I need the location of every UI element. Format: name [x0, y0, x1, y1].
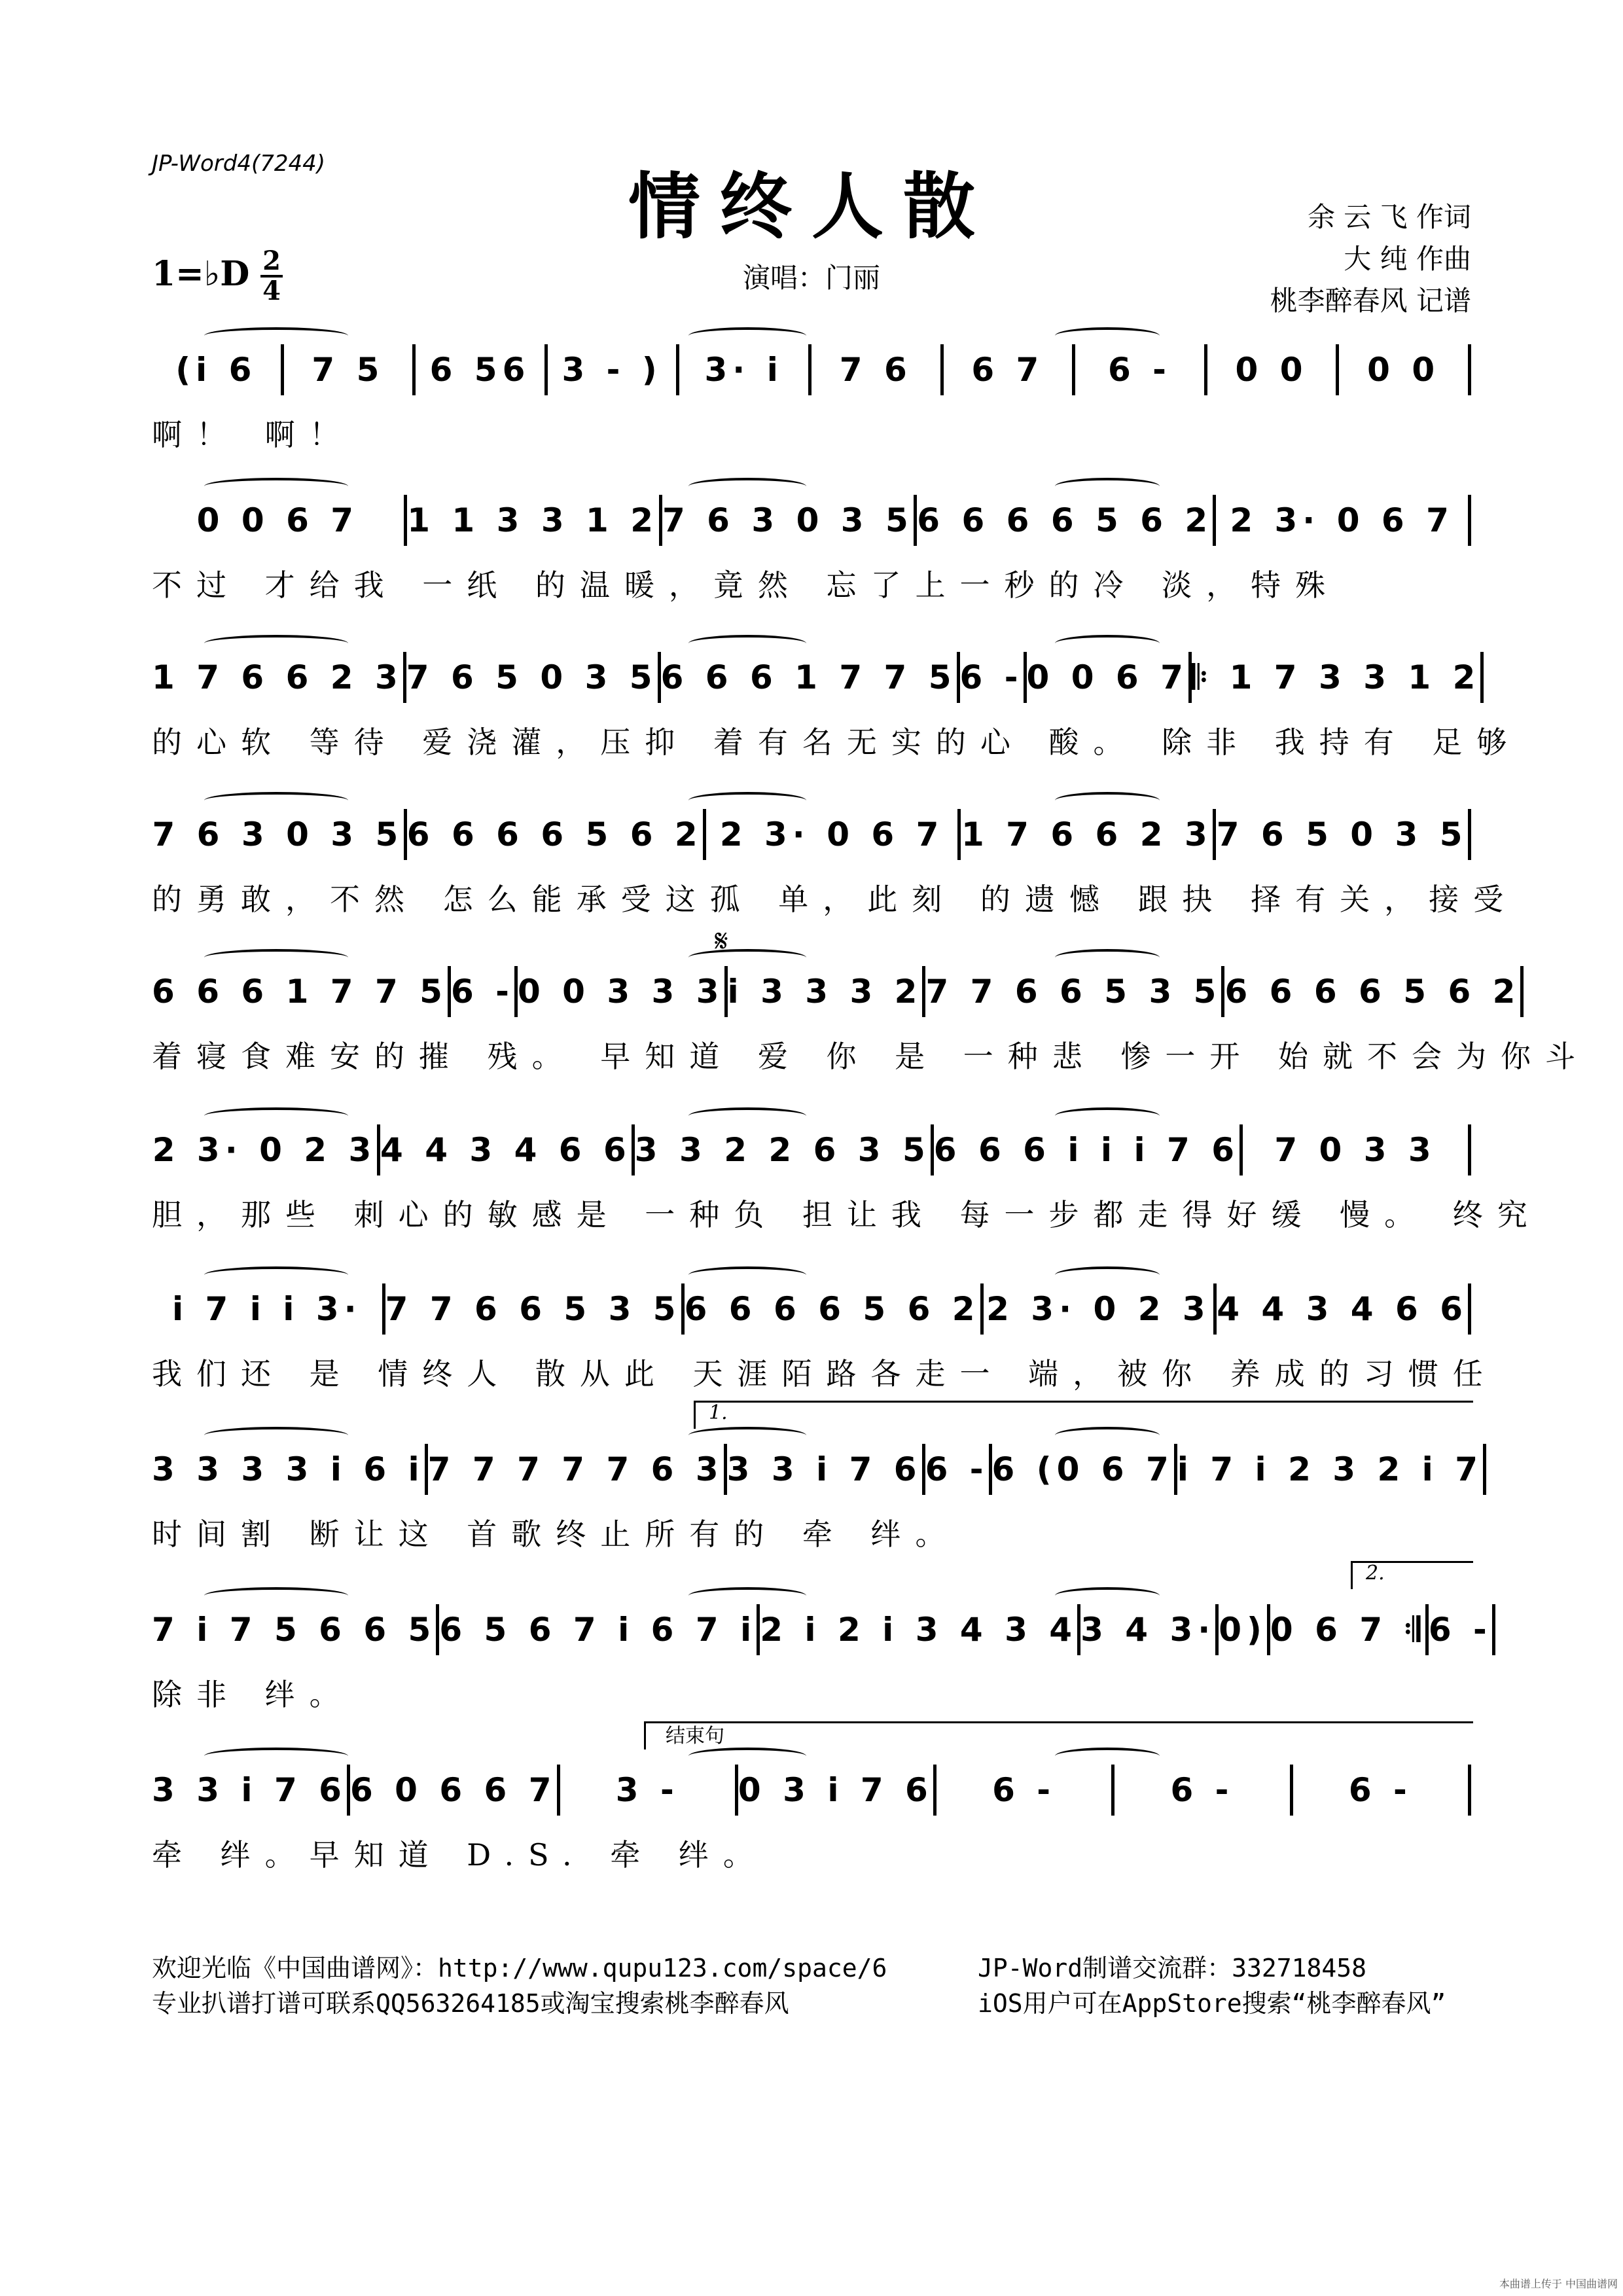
- lyrics-line: 牵 绊。早知道 D.S. 牵 绊。: [152, 1837, 768, 1873]
- measure: 6 -: [1428, 1611, 1492, 1649]
- footer-ios-line: iOS用户可在AppStore搜索“桃李醉春风”: [978, 1989, 1446, 2018]
- measure: 7 6 3 0 3 5: [662, 501, 914, 539]
- tie-slur: [1055, 1427, 1160, 1444]
- composer-credit: 大 纯 作曲: [1344, 243, 1471, 275]
- notes-row: [152, 1761, 1471, 1820]
- tie-slur: [1055, 1748, 1160, 1765]
- measure: 0 0: [1367, 351, 1440, 389]
- measure: 6 -: [1348, 1771, 1412, 1809]
- watermark: 本曲谱上传于 中国曲谱网: [1499, 2278, 1618, 2290]
- tie-slur: [204, 1427, 348, 1444]
- singer-credit: 演唱：门丽: [742, 262, 880, 294]
- tie-slur: [1055, 949, 1160, 966]
- measure: 0 0 3 3 3: [517, 973, 724, 1011]
- score-system: [152, 805, 1518, 936]
- measure: 6 -: [1107, 351, 1171, 389]
- score-system: [152, 923, 1590, 1093]
- tie-slur: [688, 1587, 806, 1604]
- tie-slur: [688, 792, 806, 809]
- tie-slur: [1055, 635, 1160, 652]
- measure: 3· i: [704, 351, 783, 389]
- lyrics-line: 时间割 断让这 首歌终止所有的 牵 绊。: [152, 1516, 960, 1552]
- tie-slur: [688, 1266, 806, 1283]
- notes-row: [152, 491, 1471, 550]
- lyrics-line: 除非 绊。: [152, 1677, 354, 1712]
- barline: [1468, 495, 1471, 546]
- measure: 6 56: [429, 351, 531, 389]
- measure: (i 6: [175, 351, 257, 389]
- measure: 4 4 3 4 6 6: [380, 1131, 632, 1169]
- measure: i 7 i i 3·: [172, 1290, 362, 1328]
- measure: 6 6 6 6 5 6 2: [917, 501, 1213, 539]
- footer-contact-line: 专业扒谱打谱可联系QQ563264185或淘宝搜索桃李醉春风: [152, 1989, 789, 2018]
- footer-right: [978, 1950, 1446, 2021]
- measure: 6 5 6 7 i 6 7 i: [439, 1611, 757, 1649]
- barline: [1492, 1604, 1495, 1655]
- measure: 3 3 3 3 i 6 i: [152, 1450, 425, 1488]
- tie-slur: [204, 1748, 348, 1765]
- notes-row: [152, 1600, 1492, 1659]
- score-system: [152, 1121, 1542, 1251]
- measure: 2 3· 0 2 3: [986, 1290, 1211, 1328]
- measure: i 3 3 3 2: [727, 973, 923, 1011]
- software-tag: JP-Word4(7244): [152, 151, 326, 177]
- transcriber-credit: 桃李醉春风 记谱: [1270, 285, 1471, 317]
- measure: 6 -: [1170, 1771, 1234, 1809]
- measure: i 7 i 2 3 2 i 7: [1177, 1450, 1483, 1488]
- measure: 6 6 6 i i i 7 6: [933, 1131, 1240, 1169]
- measure: 6 6 6 6 5 6 2: [1224, 973, 1521, 1011]
- measure: 0): [1219, 1611, 1267, 1649]
- tie-slur: [204, 1107, 348, 1124]
- tie-slur: [688, 1427, 806, 1444]
- notes-row: [152, 962, 1521, 1021]
- measure: 7 0 3 3: [1274, 1131, 1436, 1169]
- tie-slur: [688, 949, 806, 966]
- measure: 2 3· 0 6 7: [1230, 501, 1454, 539]
- measure: 7 6 5 0 3 5: [1216, 816, 1468, 853]
- lyrics-line: 不过 才给我 一纸 的温暖，竟然 忘了上一秒的冷 淡，特殊: [152, 567, 1340, 603]
- measure: 2 i 2 i 3 4 3 4: [760, 1611, 1078, 1649]
- tie-slur: [1055, 792, 1160, 809]
- notes-row: [152, 340, 1471, 399]
- tie-slur: [688, 327, 806, 344]
- lyrics-line: 胆，那些 刺心的敏感是 一种负 担让我 每一步都走得好缓 慢。 终究: [152, 1197, 1542, 1232]
- ending-bracket: [644, 1721, 1473, 1749]
- tie-slur: [1055, 1587, 1160, 1604]
- measure: 6 6 6 1 7 7 5: [660, 658, 957, 696]
- measure: 7 6 3 0 3 5: [152, 816, 404, 853]
- measure: 6 0 6 6 7: [349, 1771, 557, 1809]
- volta-bracket: [694, 1401, 1473, 1429]
- barline: [1480, 652, 1484, 703]
- barline: [1468, 1283, 1471, 1335]
- tie-slur: [204, 792, 348, 809]
- measure: 3 4 3·: [1080, 1611, 1216, 1649]
- tie-slur: [204, 949, 348, 966]
- measure: 4 4 3 4 6 6: [1217, 1290, 1468, 1328]
- volta-bracket: [1351, 1561, 1473, 1589]
- measure: 1 1 3 3 1 2: [407, 501, 659, 539]
- measure: 0 6 7 𝄇: [1270, 1610, 1425, 1649]
- measure: 7 6: [839, 351, 912, 389]
- score-system: [152, 340, 1471, 471]
- measure: 𝄆 1 7 3 3 1 2: [1191, 658, 1481, 696]
- volta-label: 1.: [709, 1401, 728, 1424]
- notes-row: [152, 1280, 1471, 1338]
- score-system: [152, 1725, 1471, 1892]
- measure: 7 i 7 5 6 6 5: [152, 1611, 437, 1649]
- measure: 6 -: [959, 658, 1024, 696]
- measure: 0 0 6 7: [1026, 658, 1188, 696]
- measure: 1 7 6 6 2 3: [961, 816, 1213, 853]
- tie-slur: [688, 1107, 806, 1124]
- tie-slur: [204, 1587, 348, 1604]
- footer-group-line: JP-Word制谱交流群：332718458: [978, 1954, 1367, 1982]
- barline: [1468, 1765, 1471, 1816]
- lyrics-line: 着寝食难安的摧 残。 早知道 爱 你 是 一种悲 惨一开 始就不会为你斗: [152, 1039, 1590, 1074]
- tie-slur: [204, 635, 348, 652]
- measure: 7 6 5 0 3 5: [406, 658, 658, 696]
- barline: [1468, 344, 1471, 395]
- segno-sign: 𝄋: [715, 923, 728, 960]
- lyrics-line: 我们还 是 情终人 散从此 天涯陌路各走一 端，被你 养成的习惯任: [152, 1356, 1497, 1391]
- measure: 2 3· 0 2 3: [152, 1131, 377, 1169]
- tie-slur: [1055, 327, 1160, 344]
- lyrics-line: 的勇敢，不然 怎么能承受这孤 单，此刻 的遗憾 跟抉 择有关，接受: [152, 882, 1518, 917]
- barline: [1468, 809, 1471, 860]
- measure: 6 6 6 6 5 6 2: [684, 1290, 980, 1328]
- tie-slur: [688, 635, 806, 652]
- lyrics-line: 的心软 等待 爱浇灌，压抑 着有名无实的心 酸。 除非 我持有 足够: [152, 725, 1522, 760]
- tie-slur: [1055, 1266, 1160, 1283]
- time-signature-bottom: 4: [262, 276, 281, 306]
- measure: 3 3 i 7 6: [152, 1771, 347, 1809]
- measure: 6 -: [992, 1771, 1056, 1809]
- ending-label: 结束句: [666, 1725, 724, 1748]
- measure: 1 7 6 6 2 3: [152, 658, 403, 696]
- barline: [1468, 1124, 1471, 1175]
- measure: 7 7 7 7 7 6 3: [427, 1450, 724, 1488]
- measure: 0 0: [1235, 351, 1308, 389]
- tie-slur: [204, 327, 348, 344]
- key-signature: 1=♭D: [152, 254, 250, 294]
- measure: 6 7: [971, 351, 1044, 389]
- measure: 7 7 6 6 5 3 5: [385, 1290, 681, 1328]
- score-system: [152, 648, 1522, 779]
- score-system: [152, 491, 1471, 622]
- measure: 0 0 6 7: [196, 501, 359, 539]
- lyrics-line: 啊！ 啊！: [152, 417, 354, 452]
- score-system: [152, 1280, 1497, 1410]
- lyricist-credit: 余 云 飞 作词: [1307, 201, 1471, 233]
- tie-slur: [688, 1748, 806, 1765]
- credits: [1270, 196, 1471, 322]
- score-system: [152, 1562, 1492, 1731]
- tie-slur: [204, 478, 348, 495]
- notes-row: [152, 1121, 1471, 1179]
- measure: 7 5: [312, 351, 385, 389]
- notes-row: [152, 648, 1481, 707]
- score-system: [152, 1401, 1483, 1571]
- barline: [1520, 966, 1524, 1017]
- footer-website-line: 欢迎光临《中国曲谱网》：http://www.qupu123.com/space/6: [152, 1954, 887, 1982]
- measure: 7 7 6 6 5 3 5: [925, 973, 1222, 1011]
- time-signature-top: 2: [262, 245, 281, 276]
- barline: [1483, 1444, 1486, 1495]
- tie-slur: [1055, 478, 1160, 495]
- tie-slur: [204, 1266, 348, 1283]
- volta-label: 2.: [1366, 1562, 1385, 1585]
- song-title: 情终人散: [628, 164, 995, 249]
- tie-slur: [688, 478, 806, 495]
- notes-row: [152, 805, 1471, 864]
- measure: 3 3 2 2 6 3 5: [634, 1131, 931, 1169]
- measure: 6 6 6 6 5 6 2: [406, 816, 703, 853]
- measure: 0 3 i 7 6: [738, 1771, 933, 1809]
- measure: 6 -: [925, 1450, 989, 1488]
- measure: 3 -: [615, 1771, 679, 1809]
- measure: 6 6 6 1 7 7 5: [152, 973, 448, 1011]
- measure: 2 3· 0 6 7: [719, 816, 944, 853]
- notes-row: [152, 1440, 1483, 1499]
- measure: 3 3 i 7 6: [726, 1450, 922, 1488]
- footer-left: [152, 1950, 887, 2021]
- measure: 3 - ): [562, 351, 662, 389]
- measure: 6 -: [450, 973, 514, 1011]
- measure: 6 (0 6 7: [991, 1450, 1174, 1488]
- tie-slur: [1055, 1107, 1160, 1124]
